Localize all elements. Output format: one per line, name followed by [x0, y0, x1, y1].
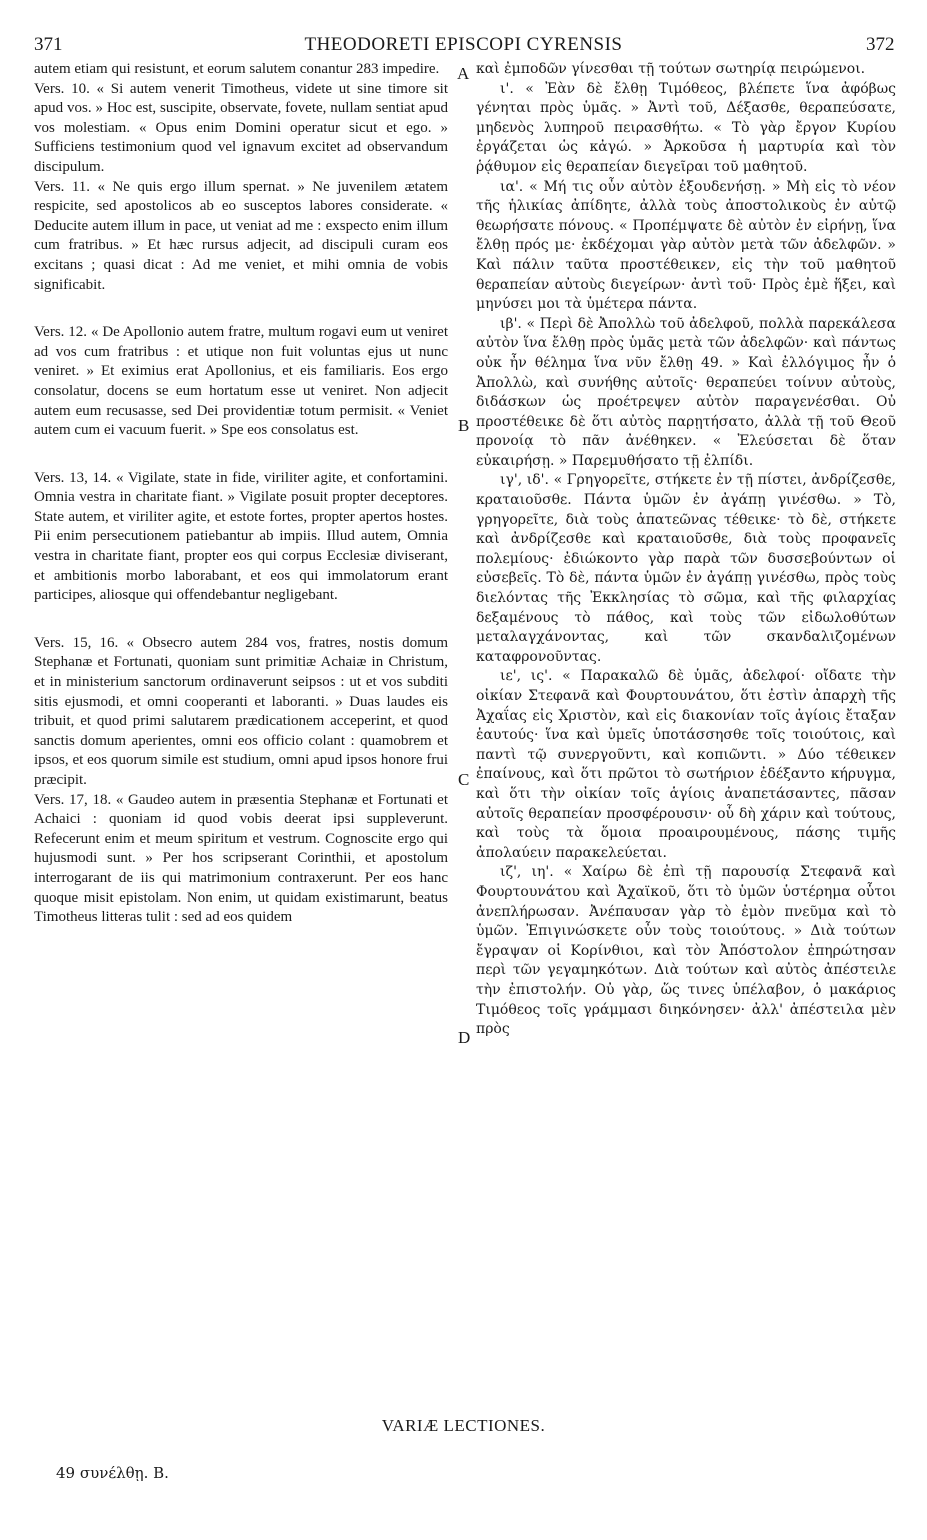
latin-paragraph: Vers. 12. « De Apollonio autem fratre, multum rogavi eum ut veniret ad vos cum fratribus : et utique non fuit voluntas ejus ut nunc veniret. » Et eximius erat Apollonius, et eis familiaris. Eos ergo consolatur, docens se eum hortatum esse ut veniret. Non adjecit autem eum recusasse, sed Dei providentiæ totum permisit. « Veniet autem cum ei vacuum fuerit. » Spe eos consolatus est.: [34, 324, 448, 439]
latin-paragraph: Vers. 17, 18. « Gaudeo autem in præsentia Stephanæ et Fortunati et Achaici : quoniam id quod vobis deerat ipsi suppleverunt. Refecerunt enim et meum spiritum et vestrum. Cognoscite ergo qui hujusmodi sunt. » Per hos scripserant Corinthii, et apostolum interrogarant de iis qui matrimonium contraxerunt. Per eos hanc quoque misit epistolam. Non enim, ut quidam existimarunt, beatus Timotheus litteras tulit : sed ad eos quidem: [34, 791, 448, 926]
greek-paragraph: ιε', ις'. « Παρακαλῶ δὲ ὑμᾶς, ἀδελφοί· οἴδατε τὴν οἰκίαν Στεφανᾶ καὶ Φουρτουνάτου, ὅτι ἐστὶν ἀπαρχὴ τῆς Ἀχαΐας εἰς Χριστὸν, καὶ εἰς διακονίαν τοῖς ἁγίοις ἔταξαν ἑαυτούς· ἵνα καὶ ὑμεῖς ὑποτάσσησθε τοῖς τοιούτοις, καὶ παντὶ τῷ συνεργοῦντι, καὶ κοπιῶντι. » Δύο τέθεικεν ἐπαίνους, καὶ ὅτι πρῶτοι τὸ σωτήριον ἐδέξαντο κήρυγμα, καὶ ὅτι τὴν οἰκίαν τοῖς ἁγίοις ἀναπετάσαντες, πᾶσαν αὐτοῖς θεραπείαν προσφέρουσιν· οὗ δὴ χάριν καὶ τούτους, καὶ τοὺς τὰ ὅμοια προαιρουμένους, πάσης τιμῆς ἀπολαύειν παρακελεύεται.: [476, 668, 896, 861]
greek-paragraph: καὶ ἐμποδῶν γίνεσθαι τῇ τούτων σωτηρίᾳ πειρώμενοι.: [476, 61, 866, 77]
greek-paragraph: ιβ'. « Περὶ δὲ Ἀπολλὼ τοῦ ἀδελφοῦ, πολλὰ παρεκάλεσα αὐτὸν ἵνα ἔλθῃ πρὸς ὑμᾶς μετὰ τῶν ἀδελφῶν· καὶ πάντως οὐκ ἦν θέλημα ἵνα νῦν ἔλθῃ 49. » Καὶ ἐλλόγιμος ἦν ὁ Ἀπολλὼ, καὶ συνήθης αὐτοῖς· θεραπεύει τοίνυν αὐτοὺς, διδάσκων ὡς προέτρεψεν αὐτὸν παραγενέσθαι. Οὐ προστέθεικε δὲ ὅτι αὐτὸς παρῃτήσατο, ἀλλὰ τῇ τοῦ Θεοῦ προνοίᾳ τὸ πᾶν ἀνέθηκεν. « Ἐλεύσεται δὲ ὅταν εὐκαιρήσῃ. » Παρεμυθήσατο τῇ ἐλπίδι.: [476, 315, 896, 469]
margin-marker-a: A: [457, 64, 470, 83]
variant-note: 49 συνέλθῃ. B.: [56, 1464, 169, 1482]
margin-marker-d: D: [458, 1028, 471, 1047]
latin-paragraph: Vers. 15, 16. « Obsecro autem 284 vos, fratres, nostis domum Stephanæ et Fortunati, quoniam sunt primitiæ Achaiæ in Christum, et in ministerium sanctorum ordinaverunt seipsos : ut et vos subditi sitis ejusmodi, et omni cooperanti et laboranti. » Duas laudes eis tribuit, et quod primi salutarem prædicationem acceperint, et quod sanctis domum aperientes, omni eos officio colant : quamobrem et ipsos, et eos quorum simile est studium, omni apud ipsos honore frui præcipit.: [34, 634, 448, 788]
greek-paragraph: ιζ', ιη'. « Χαίρω δὲ ἐπὶ τῇ παρουσίᾳ Στεφανᾶ καὶ Φουρτουνάτου καὶ Ἀχαϊκοῦ, ὅτι τὸ ὑμῶν ὑστέρημα οὗτοι ἀνεπλήρωσαν. Ἀνέπαυσαν γὰρ τὸ ἐμὸν πνεῦμα καὶ τὸ ὑμῶν. Ἐπιγινώσκετε οὖν τοὺς τοιούτους. » Διὰ τούτων ἔγραψαν οἱ Κορίνθιοι, καὶ τὸν Ἀπόστολον ἐπηρώτησαν περὶ τῶν γεγαμηκότων. Διὰ τούτων καὶ αὐτὸς ἀπέστειλε τὴν ἐπιστολήν. Οὐ γὰρ, ὥς τινες ὑπέλαβον, ὁ μακάριος Τιμόθεος τοῖς γράμμασι διηκόνησεν· ἀλλ' ἀπέστειλα μὲν πρὸς: [476, 864, 896, 1038]
latin-paragraph: Vers. 13, 14. « Vigilate, state in fide, viriliter agite, et confortamini. Omnia vestra in charitate fiant. » Vigilate posuit propter deceptores. State autem, et viriliter agite, et estote fortes, propter apertos hostes. Pii enim persecutionem patiebantur ab impiis. Illud autem, Omnia vestra in charitate fiant, propter eos qui corpus Ecclesiæ diviserant, et ambitionis morbo laborabant, et eos qui immolatorum erant participes, aliosque qui offendebantur negligebant.: [34, 469, 448, 604]
margin-marker-c: C: [458, 770, 470, 789]
running-title: THEODORETI EPISCOPI CYRENSIS: [304, 34, 623, 55]
latin-paragraph: Vers. 10. « Si autem venerit Timotheus, videte ut sine timore sit apud vos. » Hoc est, suscipite, observate, fovete, nullam sentiat apud vos molestiam. « Opus enim Domini operatur sicut et ego. » Sufficiens testimonium quod vel ignavum excitet ad observandum discipulum.: [34, 80, 448, 175]
greek-paragraph: ι'. « Ἐὰν δὲ ἔλθῃ Τιμόθεος, βλέπετε ἵνα ἀφόβως γένηται πρὸς ὑμᾶς. » Ἀντὶ τοῦ, Δέξασθε, θεραπεύσατε, μηδενὸς λυπηροῦ πειρασθήτω. « Τὸ γὰρ ἔργον Κυρίου ἐργάζεται ὡς κἀγώ. » Ἀρκοῦσα ἡ μαρτυρία καὶ τὸν ῥᾴθυμον εἰς θεραπείαν διεγεῖραι τοῦ μαθητοῦ.: [476, 80, 896, 175]
margin-marker-b: B: [458, 416, 470, 435]
latin-paragraph: Vers. 11. « Ne quis ergo illum spernat. » Ne juvenilem ætatem respicite, sed apostolicos ab eo susceptos labores considerate. « Deducite autem illum in pace, ut veniat ad me : exspecto enim illum cum fratribus. » Et hæc rursus adjecit, ad discipuli curam eos excitans ; quasi dicat : Ad me veniet, et mihi omnia de vobis significabit.: [34, 178, 448, 293]
greek-paragraph: ια'. « Μή τις οὖν αὐτὸν ἐξουδενήσῃ. » Μὴ εἰς τὸ νέον τῆς ἡλικίας ἀπίδητε, ἀλλὰ τοὺς ἀποστολικοὺς ἐν αὐτῷ θεωρήσατε πόνους. « Προπέμψατε δὲ αὐτὸν ἐν εἰρήνῃ, ἵνα ἔλθῃ πρός με· ἐκδέχομαι γὰρ αὐτὸν μετὰ τῶν ἀδελφῶν. » Καὶ πάλιν ταῦτα προστέθεικεν, εἰς τὴν τοῦ μαθητοῦ θεραπείαν αὐτοὺς διεγείρων· ἀντὶ τοῦ· Πρὸς ἐμὲ ἥξει, καὶ μηνύσει μοι τὰ ὑμέτερα πάντα.: [476, 178, 896, 313]
page-number-right: 372: [866, 34, 895, 55]
greek-column: [476, 60, 896, 1040]
latin-paragraph: autem etiam qui resistunt, et eorum salutem conantur 283 impedire.: [34, 61, 440, 77]
page-number-left: 371: [34, 34, 63, 55]
running-header: [0, 30, 927, 60]
variae-lectiones-heading: VARIÆ LECTIONES.: [381, 1416, 546, 1435]
greek-paragraph: ιγ', ιδ'. « Γρηγορεῖτε, στήκετε ἐν τῇ πίστει, ἀνδρίζεσθε, κραταιοῦσθε. Πάντα ὑμῶν ἐν ἀγάπῃ γινέσθω. » Τὸ, γρηγορεῖτε, διὰ τοὺς ἀπατεῶνας τέθεικε· τὸ δὲ, στήκετε καὶ ἀνδρίζεσθε καὶ κραταιοῦσθε, διὰ τοὺς προφανεῖς πολεμίους· ἐδιώκοντο γὰρ παρὰ τῶν δυσσεβούντων οἱ εὐσεβεῖς. Τὸ δὲ, πάντα ὑμῶν ἐν ἀγάπῃ γινέσθω, πρὸς τοὺς διελόντας τῆς Ἐκκλησίας τὸ σῶμα, καὶ τῆς φιλαρχίας δεξαμένους τὸ πάθος, καὶ τοὺς τῶν εἰδωλοθύτων μεταλαγχάνοντας, καὶ τῶν σκανδαλιζομένων καταφρονοῦντας.: [476, 472, 896, 665]
latin-column: [34, 60, 448, 928]
